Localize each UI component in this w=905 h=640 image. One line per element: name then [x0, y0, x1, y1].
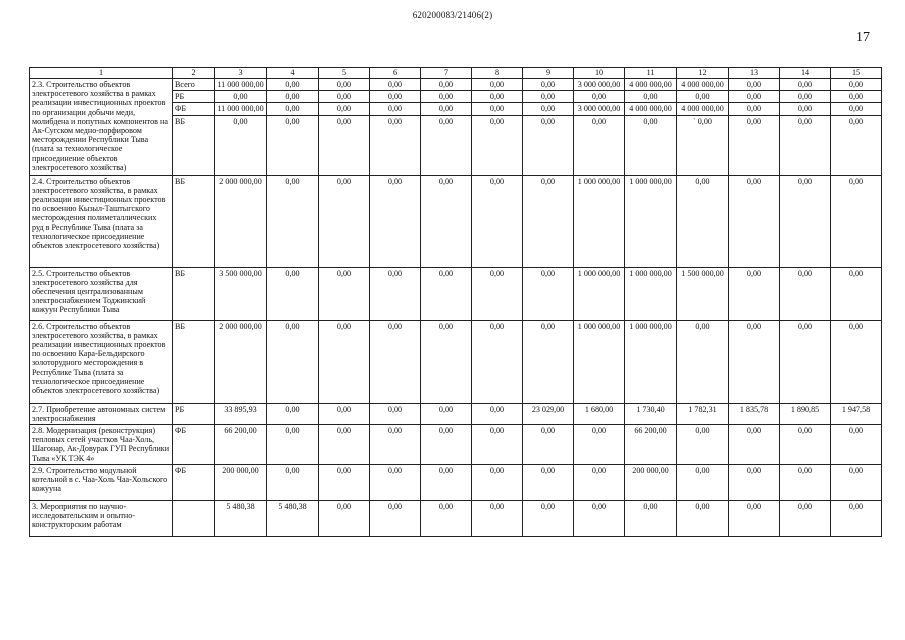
column-header: 4 [267, 68, 319, 79]
amount-cell: 0,00 [267, 115, 319, 175]
amount-cell: 4 000 000,00 [677, 103, 729, 115]
column-header: 3 [215, 68, 267, 79]
amount-cell: 0,00 [574, 464, 625, 500]
amount-cell: 0,00 [370, 115, 421, 175]
amount-cell: 0,00 [831, 267, 882, 320]
amount-cell: 0,00 [780, 91, 831, 103]
amount-cell: 0,00 [472, 320, 523, 403]
measure-description: 2.7. Приобретение автономных систем электроснабжения [30, 403, 173, 424]
amount-cell: 0,00 [574, 425, 625, 465]
column-header: 14 [780, 68, 831, 79]
amount-cell: 0,00 [729, 267, 780, 320]
amount-cell: 0,00 [319, 267, 370, 320]
column-header: 15 [831, 68, 882, 79]
amount-cell: 0,00 [523, 91, 574, 103]
amount-cell: 0,00 [831, 79, 882, 91]
amount-cell: 1 890,85 [780, 403, 831, 424]
amount-cell: 0,00 [831, 320, 882, 403]
amount-cell: 23 029,00 [523, 403, 574, 424]
amount-cell: 0,00 [780, 175, 831, 267]
amount-cell: 1 782,31 [677, 403, 729, 424]
funding-source: ВБ [173, 175, 215, 267]
funding-source: ВБ [173, 115, 215, 175]
amount-cell: 0,00 [472, 500, 523, 536]
column-header: 9 [523, 68, 574, 79]
measure-description: 3. Мероприятия по научно-исследовательским и опытно-конструкторским работам [30, 500, 173, 536]
budget-table [29, 67, 882, 537]
amount-cell: 0,00 [677, 500, 729, 536]
amount-cell: 0,00 [729, 425, 780, 465]
amount-cell: 33 895,93 [215, 403, 267, 424]
amount-cell: 0,00 [523, 500, 574, 536]
amount-cell: 0,00 [319, 464, 370, 500]
amount-cell: 1 835,78 [729, 403, 780, 424]
amount-cell: 0,00 [421, 464, 472, 500]
amount-cell: 1 000 000,00 [625, 320, 677, 403]
amount-cell: 0,00 [729, 175, 780, 267]
amount-cell: 0,00 [574, 500, 625, 536]
amount-cell: 0,00 [370, 79, 421, 91]
amount-cell: 66 200,00 [625, 425, 677, 465]
amount-cell: 0,00 [370, 500, 421, 536]
amount-cell: 0,00 [574, 91, 625, 103]
amount-cell: 0,00 [472, 79, 523, 91]
amount-cell: 1 000 000,00 [625, 175, 677, 267]
page-number: 17 [856, 30, 870, 45]
amount-cell: 0,00 [370, 267, 421, 320]
amount-cell: 0,00 [472, 425, 523, 465]
measure-description: 2.4. Строительство объектов электросетевого хозяйства, в рамках реализации инвестиционных проектов по освоению Кызыл-Таштыгского месторождения полиметаллических руд в Республике Тыва (плата за технологическое присоединение объектов электросетевого хозяйства) [30, 175, 173, 267]
amount-cell: 0,00 [215, 91, 267, 103]
amount-cell: 0,00 [472, 267, 523, 320]
amount-cell: 11 000 000,00 [215, 79, 267, 91]
amount-cell: 0,00 [780, 79, 831, 91]
column-header: 7 [421, 68, 472, 79]
amount-cell: 0,00 [831, 115, 882, 175]
amount-cell: 1 730,40 [625, 403, 677, 424]
amount-cell: 1 000 000,00 [574, 267, 625, 320]
amount-cell: 0,00 [319, 79, 370, 91]
amount-cell: 0,00 [370, 103, 421, 115]
table-row [30, 79, 882, 91]
amount-cell: 0,00 [267, 403, 319, 424]
funding-source: ФБ [173, 464, 215, 500]
amount-cell: 0,00 [831, 103, 882, 115]
table-row [30, 175, 882, 267]
amount-cell: 0,00 [780, 425, 831, 465]
amount-cell: 0,00 [267, 267, 319, 320]
amount-cell: 0,00 [831, 91, 882, 103]
column-header: 11 [625, 68, 677, 79]
amount-cell: 0,00 [215, 115, 267, 175]
table-header [30, 68, 882, 79]
funding-source: ВБ [173, 320, 215, 403]
funding-source: ФБ [173, 425, 215, 465]
amount-cell: 0,00 [421, 175, 472, 267]
measure-description: 2.6. Строительство объектов электросетевого хозяйства, в рамках реализации инвестиционных проектов по освоению Кара-Бельдирского золоторудного месторождения в Республике Тыва (плата за технологическое присоединение объектов электросетевого хозяйства) [30, 320, 173, 403]
amount-cell: 2 000 000,00 [215, 175, 267, 267]
funding-source: Всего [173, 79, 215, 91]
table-row [30, 267, 882, 320]
amount-cell: 5 480,38 [215, 500, 267, 536]
amount-cell: 0,00 [472, 464, 523, 500]
amount-cell: 0,00 [677, 464, 729, 500]
amount-cell: 0,00 [319, 103, 370, 115]
amount-cell: 0,00 [370, 403, 421, 424]
amount-cell: 200 000,00 [625, 464, 677, 500]
amount-cell: 0,00 [472, 91, 523, 103]
amount-cell: 1 947,58 [831, 403, 882, 424]
amount-cell: 0,00 [625, 115, 677, 175]
amount-cell: 3 500 000,00 [215, 267, 267, 320]
funding-source: ФБ [173, 103, 215, 115]
table-row [30, 425, 882, 465]
amount-cell: 0,00 [523, 79, 574, 91]
amount-cell: 0,00 [370, 425, 421, 465]
amount-cell: 0,00 [523, 464, 574, 500]
amount-cell: 0,00 [831, 464, 882, 500]
amount-cell: 0,00 [421, 79, 472, 91]
amount-cell: 0,00 [267, 425, 319, 465]
amount-cell: 0,00 [319, 320, 370, 403]
amount-cell: 0,00 [780, 103, 831, 115]
funding-source: ВБ [173, 267, 215, 320]
amount-cell: 0,00 [523, 425, 574, 465]
amount-cell: 0,00 [729, 91, 780, 103]
amount-cell: 0,00 [319, 425, 370, 465]
amount-cell: 4 000 000,00 [625, 79, 677, 91]
amount-cell: 1 000 000,00 [574, 175, 625, 267]
amount-cell: 66 200,00 [215, 425, 267, 465]
amount-cell: 4 000 000,00 [677, 79, 729, 91]
amount-cell: 0,00 [625, 91, 677, 103]
column-header: 6 [370, 68, 421, 79]
amount-cell: 0,00 [831, 500, 882, 536]
amount-cell: 0,00 [831, 425, 882, 465]
amount-cell: 4 000 000,00 [625, 103, 677, 115]
amount-cell: 0,00 [319, 403, 370, 424]
funding-source [173, 500, 215, 536]
amount-cell: 0,00 [421, 320, 472, 403]
amount-cell: 3 000 000,00 [574, 79, 625, 91]
column-header: 5 [319, 68, 370, 79]
amount-cell: 0,00 [831, 175, 882, 267]
funding-source: РБ [173, 403, 215, 424]
amount-cell: 0,00 [729, 464, 780, 500]
table-row [30, 464, 882, 500]
amount-cell: 3 000 000,00 [574, 103, 625, 115]
amount-cell: 0,00 [472, 175, 523, 267]
amount-cell: 0,00 [267, 79, 319, 91]
amount-cell: 0,00 [523, 103, 574, 115]
amount-cell: 0,00 [370, 91, 421, 103]
amount-cell: 0,00 [319, 91, 370, 103]
amount-cell: 0,00 [319, 115, 370, 175]
amount-cell: 0,00 [523, 175, 574, 267]
amount-cell: 0,00 [523, 115, 574, 175]
amount-cell: 0,00 [370, 320, 421, 403]
column-header: 12 [677, 68, 729, 79]
amount-cell: 0,00 [729, 79, 780, 91]
amount-cell: 11 000 000,00 [215, 103, 267, 115]
amount-cell: 0,00 [523, 267, 574, 320]
amount-cell: 0,00 [267, 91, 319, 103]
amount-cell: 0,00 [472, 115, 523, 175]
amount-cell: 0,00 [677, 425, 729, 465]
amount-cell: 0,00 [523, 320, 574, 403]
amount-cell: 0,00 [370, 175, 421, 267]
column-header: 10 [574, 68, 625, 79]
amount-cell: 0,00 [472, 103, 523, 115]
amount-cell: 1 500 000,00 [677, 267, 729, 320]
measure-description: 2.9. Строительство модульной котельной в с. Чаа-Холь Чаа-Хольского кожууна [30, 464, 173, 500]
column-header: 13 [729, 68, 780, 79]
amount-cell: ` 0,00 [677, 115, 729, 175]
amount-cell: 1 000 000,00 [574, 320, 625, 403]
amount-cell: 0,00 [421, 115, 472, 175]
measure-description: 2.8. Модернизация (реконструкция) тепловых сетей участков Чаа-Холь, Шагонар, Ак-Довурак ГУП Республики Тыва «УК ТЭК 4» [30, 425, 173, 465]
amount-cell: 0,00 [780, 267, 831, 320]
amount-cell: 0,00 [421, 425, 472, 465]
amount-cell: 0,00 [421, 500, 472, 536]
amount-cell: 0,00 [780, 500, 831, 536]
amount-cell: 0,00 [472, 403, 523, 424]
amount-cell: 1 000 000,00 [625, 267, 677, 320]
amount-cell: 0,00 [780, 320, 831, 403]
amount-cell: 0,00 [267, 464, 319, 500]
amount-cell: 0,00 [677, 320, 729, 403]
amount-cell: 0,00 [421, 91, 472, 103]
table-row [30, 320, 882, 403]
amount-cell: 0,00 [421, 103, 472, 115]
amount-cell: 0,00 [729, 103, 780, 115]
table-row [30, 500, 882, 536]
document-id: 620200083/21406(2) [412, 10, 493, 20]
amount-cell: 0,00 [677, 175, 729, 267]
amount-cell: 0,00 [780, 464, 831, 500]
amount-cell: 0,00 [267, 175, 319, 267]
amount-cell: 0,00 [370, 464, 421, 500]
amount-cell: 2 000 000,00 [215, 320, 267, 403]
column-header: 1 [30, 68, 173, 79]
column-header: 2 [173, 68, 215, 79]
amount-cell: 200 000,00 [215, 464, 267, 500]
amount-cell: 0,00 [780, 115, 831, 175]
amount-cell: 5 480,38 [267, 500, 319, 536]
table-body [30, 79, 882, 537]
amount-cell: 0,00 [421, 403, 472, 424]
amount-cell: 0,00 [729, 320, 780, 403]
measure-description: 2.3. Строительство объектов электросетевого хозяйства в рамках реализации инвестиционных проектов по организации добычи меди, молибдена и попутных компонентов на Ак-Сугском медно-порфировом месторождении Республики Тыва (плата за технологическое присоединение объектов электросетевого хозяйства) [30, 79, 173, 176]
amount-cell: 0,00 [319, 175, 370, 267]
column-header: 8 [472, 68, 523, 79]
amount-cell: 0,00 [421, 267, 472, 320]
amount-cell: 0,00 [625, 500, 677, 536]
amount-cell: 0,00 [677, 91, 729, 103]
amount-cell: 1 680,00 [574, 403, 625, 424]
amount-cell: 0,00 [267, 320, 319, 403]
amount-cell: 0,00 [267, 103, 319, 115]
amount-cell: 0,00 [729, 115, 780, 175]
funding-source: РБ [173, 91, 215, 103]
amount-cell: 0,00 [574, 115, 625, 175]
table-row [30, 403, 882, 424]
amount-cell: 0,00 [729, 500, 780, 536]
measure-description: 2.5. Строительство объектов электросетевого хозяйства для обеспечения централизованным электроснабжением Тоджинский кожуун Республики Тыва [30, 267, 173, 320]
amount-cell: 0,00 [319, 500, 370, 536]
